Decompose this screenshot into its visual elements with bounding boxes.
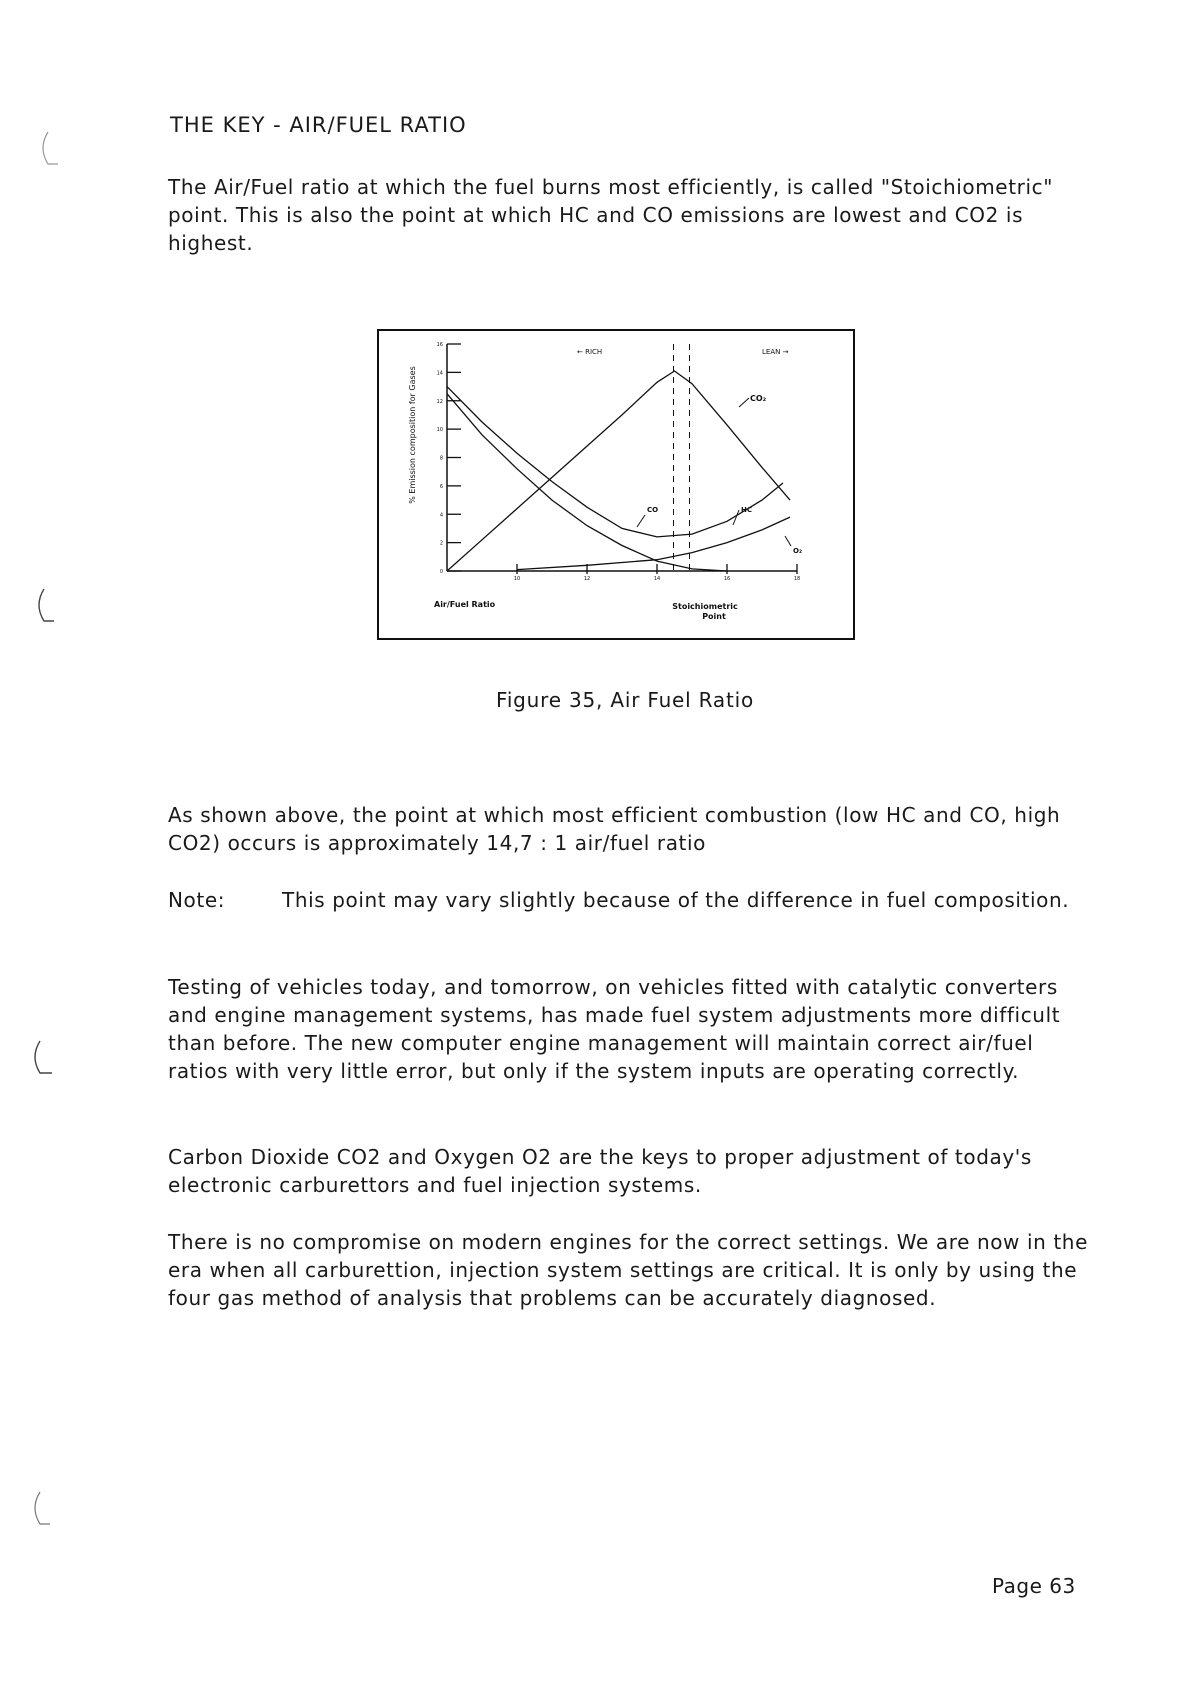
- stoich-label-2: Point: [702, 612, 726, 621]
- compromise-paragraph: There is no compromise on modern engines for the correct settings. We are now in the era when all carburettion, injection system settings are critical. It is only by using the four gas method of analysis that problems can be accurately diagnosed.: [168, 1230, 1088, 1310]
- chart-frame: [378, 330, 854, 639]
- note-label: Note:: [168, 888, 226, 912]
- co-series-label: CO: [647, 506, 659, 514]
- x-tick-label-14: 14: [653, 576, 661, 582]
- margin-mark-1: [34, 128, 64, 168]
- stoich-label: Stoichiometric: [672, 602, 738, 611]
- y-tick-label-6: 6: [439, 483, 443, 490]
- x-tick-label-18: 18: [793, 576, 801, 582]
- x-tick-label-10: 10: [513, 576, 521, 582]
- y-tick-label-10: 10: [436, 427, 443, 434]
- lean-label: LEAN →: [762, 348, 789, 356]
- margin-mark-4: [26, 1488, 56, 1528]
- margin-mark-3: [26, 1037, 56, 1077]
- y-tick-label-12: 12: [436, 398, 443, 405]
- x-axis-label: Air/Fuel Ratio: [434, 600, 496, 609]
- section-heading: THE KEY - AIR/FUEL RATIO: [170, 113, 467, 137]
- rich-label: ← RICH: [577, 348, 603, 356]
- y-tick-label-8: 8: [439, 455, 443, 462]
- margin-mark-2: [30, 585, 60, 625]
- x-tick-label-12: 12: [583, 576, 591, 582]
- y-tick-label-16: 16: [436, 342, 443, 348]
- intro-paragraph: The Air/Fuel ratio at which the fuel burns most efficiently, is called "Stoichiometric" point. This is also the point at which HC and CO emissions are lowest and CO2 is highest.: [168, 175, 1054, 255]
- shown-above-paragraph: As shown above, the point at which most efficient combustion (low HC and CO, high CO2) occurs is approximately 14,7 : 1 air/fuel ratio: [168, 803, 1061, 855]
- note-text: This point may vary slightly because of the difference in fuel composition.: [282, 888, 1070, 912]
- page-number: Page 63: [992, 1574, 1076, 1598]
- y-tick-label-4: 4: [439, 512, 443, 519]
- y-tick-label-2: 2: [439, 540, 443, 547]
- hc-series-label: HC: [741, 506, 752, 514]
- air-fuel-chart: [377, 329, 855, 640]
- co2-o2-paragraph: Carbon Dioxide CO2 and Oxygen O2 are the keys to proper adjustment of today's electronic carburettors and fuel injection systems.: [168, 1145, 1032, 1197]
- o2-series-label: O₂: [793, 547, 803, 555]
- y-tick-label-0: 0: [439, 569, 443, 575]
- y-axis-label: % Emission composition for Gases: [408, 366, 417, 504]
- co2-series-label: CO₂: [750, 394, 767, 403]
- figure-caption: Figure 35, Air Fuel Ratio: [495, 688, 755, 712]
- y-tick-label-14: 14: [436, 370, 443, 377]
- testing-paragraph: Testing of vehicles today, and tomorrow, on vehicles fitted with catalytic converters and engine management systems, has made fuel system adjustments more difficult than before. The new computer engine management will maintain correct air/fuel ratios with very little error, but only if the system inputs are operating correctly.: [168, 975, 1061, 1083]
- x-tick-label-16: 16: [723, 576, 731, 582]
